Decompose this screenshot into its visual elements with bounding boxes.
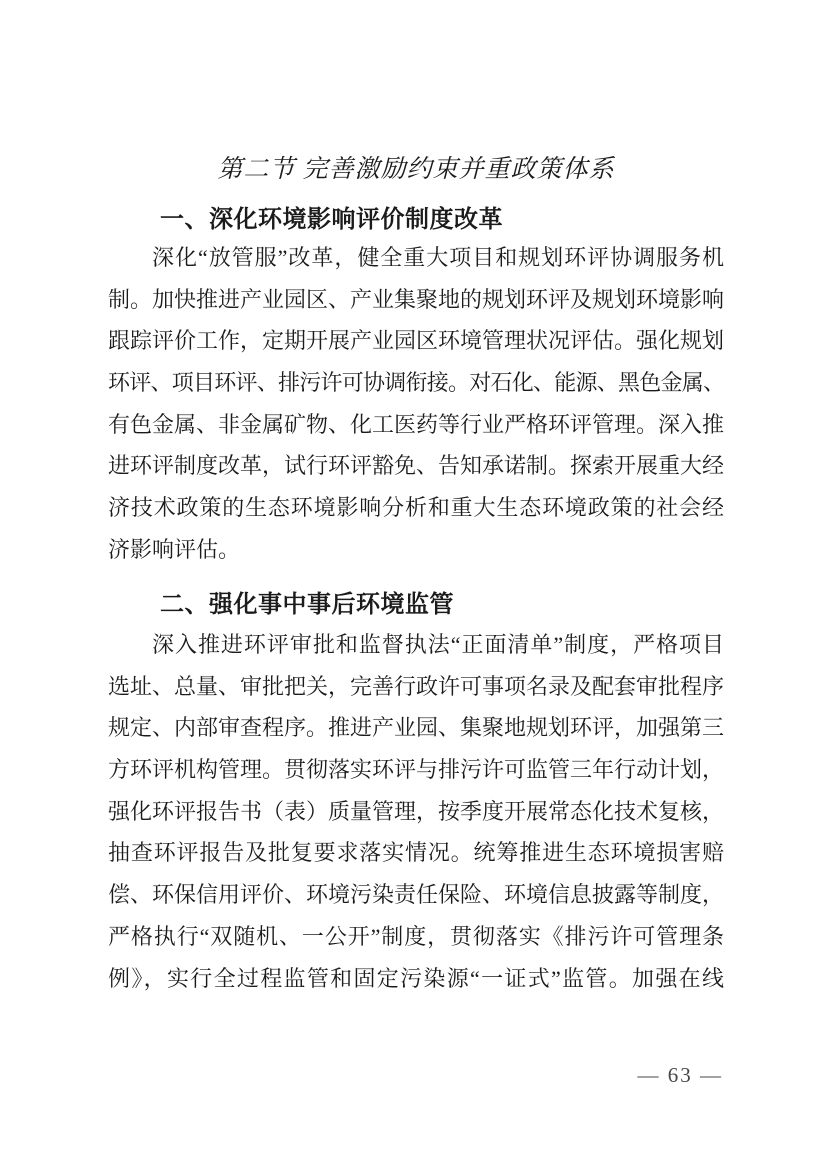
paragraph-line: 规定、内部审查程序。推进产业园、集聚地规划环评，加强第三 [108, 715, 725, 741]
paragraph-line: 济影响评估。 [108, 536, 241, 562]
section-title: 第二节 完善激励约束并重政策体系 [217, 156, 615, 183]
paragraph-line: 抽查环评报告及批复要求落实情况。统筹推进生态环境损害赔 [108, 840, 724, 866]
page-number: — 63 — [637, 1063, 723, 1087]
paragraph-line: 制。加快推进产业园区、产业集聚地的规划环评及规划环境影响 [108, 286, 725, 312]
paragraph-line: 深化“放管服”改革，健全重大项目和规划环评协调服务机 [152, 245, 724, 270]
paragraph-line: 例》，实行全过程监管和固定污染源“一证式”监管。加强在线 [108, 965, 724, 991]
paragraph-line: 济技术政策的生态环境影响分析和重大生态环境政策的社会经 [108, 495, 724, 521]
paragraph-1 [108, 237, 724, 571]
paragraph-2 [108, 624, 724, 999]
paragraph-line: 方环评机构管理。贯彻落实环评与排污许可监管三年行动计划， [108, 757, 725, 783]
heading-section-1: 一、深化环境影响评价制度改革 [160, 206, 503, 233]
paragraph-line: 进环评制度改革，试行环评豁免、告知承诺制。探索开展重大经 [108, 453, 725, 479]
paragraph-line: 偿、环保信用评价、环境污染责任保险、环境信息披露等制度， [108, 882, 725, 908]
paragraph-line: 严格执行“双随机、一公开”制度，贯彻落实《排污许可管理条 [108, 923, 724, 949]
paragraph-line: 选址、总量、审批把关，完善行政许可事项名录及配套审批程序 [108, 673, 725, 699]
paragraph-line: 跟踪评价工作，定期开展产业园区环境管理状况评估。强化规划 [108, 328, 725, 354]
paragraph-line: 环评、项目环评、排污许可协调衔接。对石化、能源、黑色金属、 [108, 370, 724, 396]
paragraph-line: 强化环评报告书（表）质量管理，按季度开展常态化技术复核， [108, 798, 725, 824]
heading-section-2: 二、强化事中事后环境监管 [160, 591, 454, 618]
paragraph-line: 深入推进环评审批和监督执法“正面清单”制度，严格项目 [152, 632, 724, 657]
paragraph-line: 有色金属、非金属矿物、化工医药等行业严格环评管理。深入推 [108, 411, 725, 437]
